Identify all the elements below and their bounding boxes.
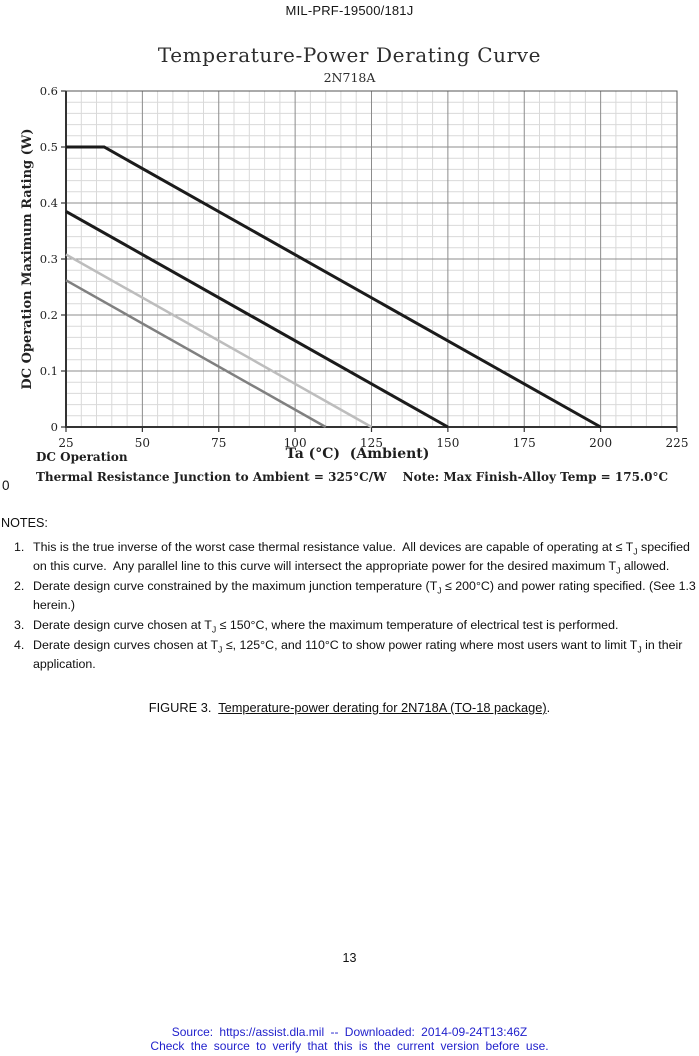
notes-section (1, 514, 697, 674)
y-tick-label: 0 (50, 420, 58, 434)
y-tick-label: 0.3 (39, 252, 58, 266)
series-lines (66, 147, 601, 427)
x-tick-label: 225 (665, 436, 689, 450)
tick-labels (40, 85, 689, 450)
y-tick-label: 0.4 (39, 196, 58, 210)
y-axis-title: DC Operation Maximum Rating (W) (20, 128, 35, 390)
note-text: Derate design curve chosen at $T_J \le 150^\circ C$, where the maximum temperature of electrical test is performed. (33, 618, 619, 635)
note-item-3 (1, 616, 697, 635)
derating-chart (0, 85, 699, 450)
footer-check-line: Check the source to verify that this is the current version before use. (150, 1038, 549, 1053)
x-tick-label: 50 (134, 436, 151, 450)
note-text: Derate design curve constrained by the maximum junction temperature $(T_J \le 200^\circ C)$ and power rating specified. (See 1.3 herein.) (33, 579, 699, 612)
note-number: 4. (14, 638, 25, 652)
y-tick-label: 0.5 (39, 140, 58, 154)
note-text: Derate design curves chosen at $T_J$ ≤, 125°C, and 110°C to show power rating where most users want to limit $T_J$ in their application. (33, 638, 686, 671)
figure-caption-suffix: . (546, 700, 551, 715)
series-line-1 (66, 147, 601, 427)
y-tick-label: 0.2 (39, 308, 58, 322)
note-item-2 (1, 577, 697, 615)
x-tick-label: 25 (58, 436, 74, 450)
stray-zero-label: 0 (2, 478, 10, 493)
chart-title: Temperature-Power Derating Curve (157, 43, 542, 67)
alloy-temp-note: Note: Max Finish-Alloy Temp = 175.0°C (402, 470, 668, 484)
x-tick-label: 125 (360, 436, 383, 450)
y-tick-label: 0.1 (39, 364, 58, 378)
note-number: 1. (14, 540, 25, 554)
x-tick-label: 175 (512, 436, 536, 450)
note-item-4 (1, 636, 697, 674)
source-footer (0, 1026, 699, 1054)
figure-caption-title: Temperature-power derating for 2N718A (TO-18 package) (218, 700, 547, 715)
chart-subtitle: 2N718A (323, 70, 376, 85)
x-tick-label: 150 (436, 436, 460, 450)
figure-caption-prefix: FIGURE 3. (148, 700, 219, 715)
x-tick-label: 200 (589, 436, 613, 450)
y-tick-label: 0.6 (39, 85, 58, 98)
note-number: 2. (14, 579, 25, 593)
x-tick-label: 75 (211, 436, 227, 450)
dc-operation-label: DC Operation (36, 450, 128, 464)
doc-number-header: MIL-PRF-19500/181J (285, 3, 414, 18)
note-item-1 (1, 538, 697, 576)
footer-source-line: Source: https://assist.dla.mil -- Downloaded: 2014-09-24T13:46Z (171, 1025, 528, 1039)
thermal-resistance-note: Thermal Resistance Junction to Ambient = 325°C/W (36, 470, 387, 484)
note-number: 3. (14, 618, 25, 632)
notes-title: NOTES: (1, 516, 48, 530)
page-number: 13 (342, 951, 357, 965)
x-tick-label: 100 (283, 436, 307, 450)
figure-caption (0, 700, 699, 715)
note-text: This is the true inverse of the worst case thermal resistance value. All devices are capable of operating at ≤ $T_J$ specified on this curve. Any parallel line to this curve will intersect the appropriate power for the desired maximum $T_J$ allowed. (33, 540, 694, 576)
series-line-2 (66, 211, 448, 427)
x-axis-title: Ta (°C) (Ambient) (285, 446, 430, 462)
